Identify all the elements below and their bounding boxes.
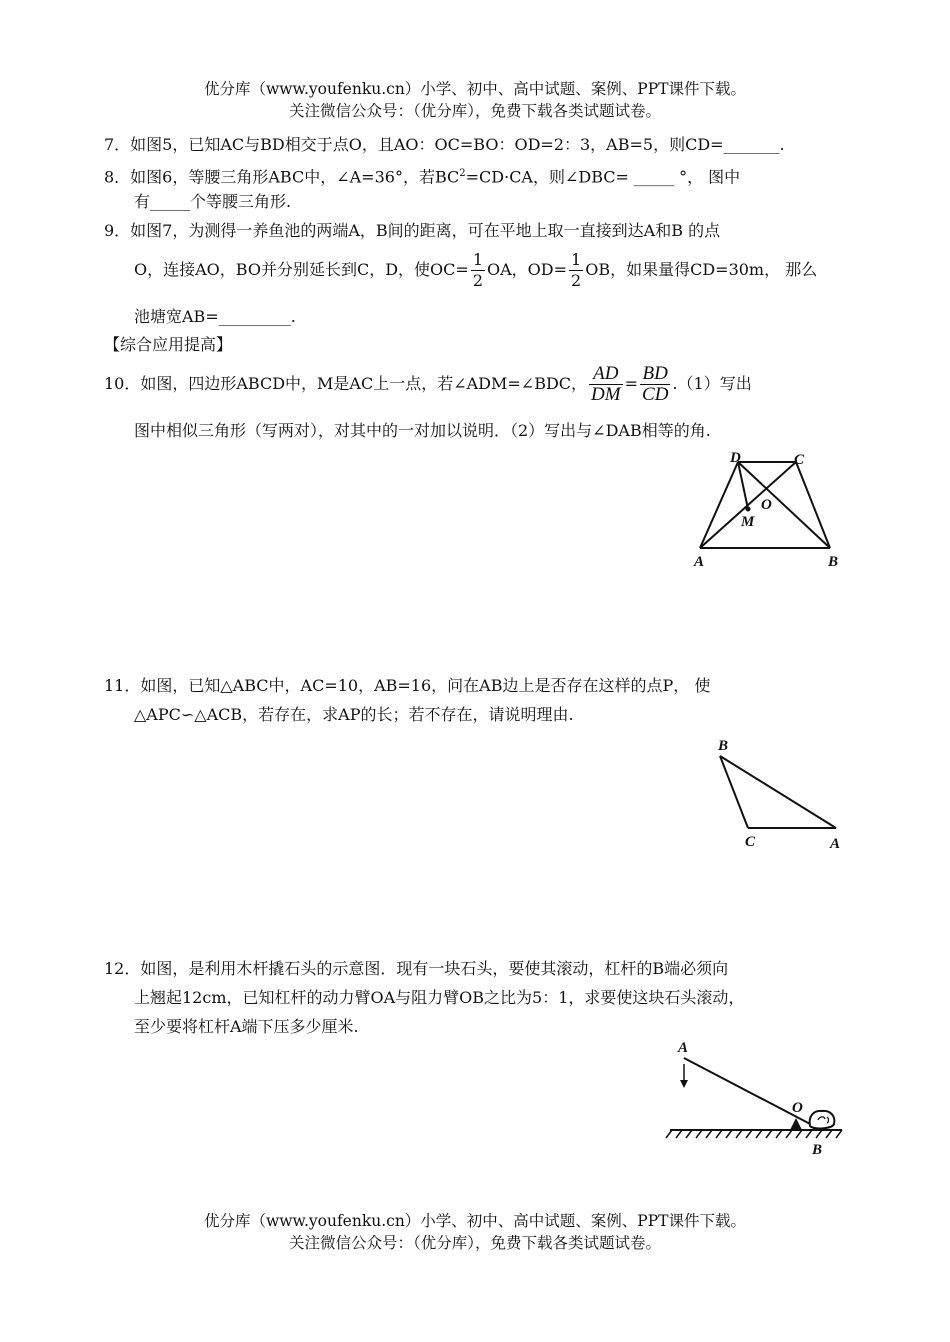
q9-text-c: OB，如果量得CD=30m， 那么 [585, 260, 818, 279]
question-7: 7．如图5，已知AC与BD相交于点O，且AO：OC=BO：OD=2：3，AB=5，则CD=_______. [104, 135, 785, 154]
label-d: D [730, 450, 741, 466]
footer-line-1: 优分库（www.youfenku.cn）小学、初中、高中试题、案例、PPT课件下载。 [203, 1212, 747, 1230]
label-b: B [828, 554, 839, 570]
q10-fraction-2 [640, 364, 670, 405]
figure-triangle-abc [712, 734, 852, 856]
label-c: C [794, 452, 805, 468]
q8-text-a: 8．如图6，等腰三角形ABC中，∠A=36°，若BC [104, 167, 460, 187]
point-m [746, 507, 751, 512]
header-line-1: 优分库（www.youfenku.cn）小学、初中、高中试题、案例、PPT课件下载。 [203, 80, 747, 98]
label-a: A [678, 1040, 689, 1056]
q9-text-a: O，连接AO，BO并分别延长到C，D，使OC= [134, 260, 469, 279]
q10-text-b: .（1）写出 [672, 374, 752, 393]
label-a: A [694, 554, 705, 570]
question-11-line-1: 11．如图，已知△ABC中，AC=10，AB=16，问在AB边上是否存在这样的点P， 使 [104, 676, 711, 695]
question-11-line-2: △APC∽△ACB，若存在，求AP的长；若不存在，请说明理由. [134, 705, 574, 724]
q9-text-b: OA，OD= [487, 260, 568, 279]
segment-ba [720, 756, 836, 828]
question-12-line-2: 上翘起12cm，已知杠杆的动力臂OA与阻力臂OB之比为5：1，求要使这块石头滚动， [134, 988, 745, 1007]
figure-lever [662, 1034, 848, 1164]
ground-hatching [666, 1130, 842, 1138]
q10-text-a: 10．如图，四边形ABCD中，M是AC上一点，若∠ADM=∠BDC， [104, 374, 588, 393]
figure-quadrilateral-abcd [688, 446, 848, 572]
q9-fraction-2 [569, 250, 583, 291]
q10-fraction-2-den: CD [642, 384, 669, 405]
question-10-line-1 [104, 364, 752, 405]
question-8-line-1 [104, 163, 740, 188]
q10-equals: = [624, 374, 639, 393]
q8-superscript: 2 [459, 168, 466, 179]
q9-fraction-2-num: 1 [571, 250, 582, 269]
question-10-line-2: 图中相似三角形（写两对），对其中的一对加以说明．（2）写出与∠DAB相等的角. [134, 421, 711, 440]
label-a: A [830, 836, 841, 852]
diagonal-bd [738, 462, 830, 548]
section-title: 【综合应用提高】 [104, 335, 233, 354]
page-header [0, 78, 950, 122]
rock-shape [810, 1111, 835, 1129]
segment-cb [796, 462, 830, 548]
segment-bc [720, 756, 748, 828]
force-arrow-head [680, 1080, 688, 1088]
question-9-line-3: 池塘宽AB=_________. [134, 307, 296, 326]
q9-fraction-2-den: 2 [571, 271, 582, 290]
page-footer [0, 1210, 950, 1254]
q8-text-b: =CD·CA，则∠DBC= _____ °， 图中 [465, 167, 741, 187]
question-12-line-1: 12．如图，是利用木杆撬石头的示意图．现有一块石头，要使其滚动，杠杆的B端必须向 [104, 959, 729, 978]
label-b: B [718, 738, 729, 754]
label-o: O [792, 1100, 803, 1116]
q10-fraction-2-num: BD [640, 364, 670, 385]
footer-line-2: 关注微信公众号：（优分库），免费下载各类试题试卷。 [288, 1234, 661, 1252]
q9-fraction-1-den: 2 [472, 271, 483, 290]
q10-fraction-1 [589, 364, 623, 405]
label-c: C [745, 834, 756, 850]
header-line-2: 关注微信公众号：（优分库），免费下载各类试题试卷。 [288, 102, 661, 120]
question-12-line-3: 至少要将杠杆A端下压多少厘米. [134, 1017, 359, 1036]
segment-ad [700, 462, 738, 548]
q9-fraction-1 [471, 250, 485, 291]
q10-fraction-1-den: DM [591, 384, 621, 405]
label-o: O [761, 497, 772, 513]
label-b: B [812, 1142, 823, 1158]
q9-fraction-1-num: 1 [472, 250, 483, 269]
q10-fraction-1-num: AD [589, 364, 623, 385]
question-9-line-1: 9．如图7，为测得一养鱼池的两端A，B间的距离，可在平地上取一直接到达A和B 的点 [104, 221, 721, 240]
label-m: M [741, 514, 755, 530]
question-9-line-2 [134, 250, 817, 291]
question-8-line-2: 有_____个等腰三角形. [134, 192, 292, 211]
